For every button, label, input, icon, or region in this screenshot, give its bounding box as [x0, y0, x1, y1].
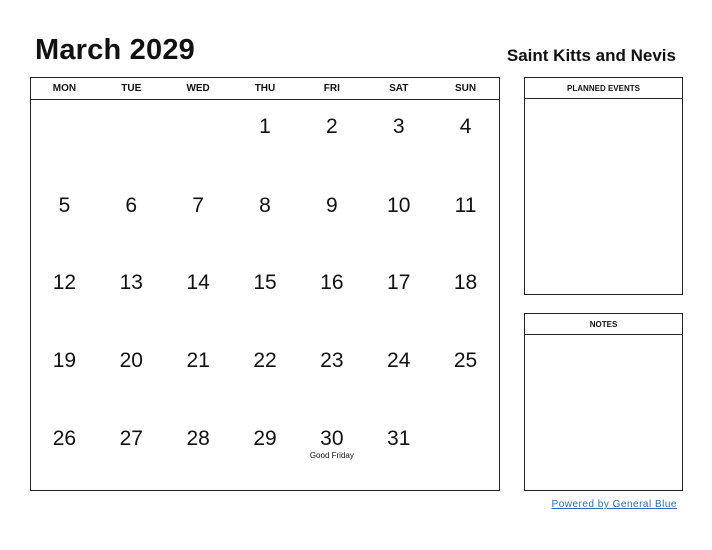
day-cell [232, 256, 299, 334]
day-number: 11 [454, 194, 477, 217]
day-number: 3 [392, 115, 405, 138]
day-cell [98, 256, 165, 334]
day-cell [432, 179, 499, 256]
day-cell [165, 100, 232, 179]
day-cell [165, 179, 232, 256]
holiday-label: Good Friday [309, 451, 354, 460]
day-number: 17 [387, 271, 411, 294]
day-cell [432, 412, 499, 490]
day-cell [98, 412, 165, 490]
day-cell [31, 100, 98, 179]
day-cell [365, 100, 432, 179]
day-cell [432, 100, 499, 179]
day-number: 29 [253, 427, 277, 450]
day-cell [232, 334, 299, 412]
day-cell [365, 334, 432, 412]
day-cell [232, 412, 299, 490]
day-number: 7 [192, 194, 204, 217]
day-number: 31 [387, 427, 411, 450]
weekday-mon: MON [52, 83, 77, 94]
day-number: 30 [320, 427, 344, 450]
day-number: 19 [52, 349, 77, 372]
day-number: 26 [52, 427, 77, 450]
day-number: 18 [453, 271, 478, 294]
month-title: March 2029 [35, 34, 195, 66]
planned-events-panel [524, 77, 683, 295]
day-cell [298, 179, 365, 256]
day-cell [165, 256, 232, 334]
day-cell [165, 334, 232, 412]
day-number: 15 [253, 271, 277, 294]
day-cell [98, 179, 165, 256]
day-cell [298, 100, 365, 179]
weekday-sun: SUN [455, 83, 477, 94]
day-cell [31, 179, 98, 256]
day-number: 8 [259, 194, 271, 217]
day-number: 12 [52, 271, 77, 294]
day-number: 20 [119, 349, 143, 372]
day-number: 21 [186, 349, 210, 372]
weekday-fri: FRI [323, 83, 340, 94]
weekday-tue: TUE [121, 83, 142, 94]
day-number: 13 [119, 271, 143, 294]
day-number: 4 [459, 115, 472, 138]
planned-events-heading: PLANNED EVENTS [525, 78, 682, 99]
day-cell [165, 412, 232, 490]
day-number: 1 [259, 115, 271, 138]
day-cell [31, 334, 98, 412]
day-cell [31, 256, 98, 334]
weekday-sat: SAT [389, 83, 409, 94]
day-cell [232, 179, 299, 256]
day-cell [365, 412, 432, 490]
day-number: 16 [320, 271, 344, 294]
day-number: 22 [253, 349, 277, 372]
calendar-days [31, 100, 499, 490]
day-cell [31, 412, 98, 490]
day-cell [298, 334, 365, 412]
day-number: 5 [58, 194, 71, 217]
weekday-thu: THU [254, 83, 276, 94]
day-number: 14 [186, 271, 210, 294]
day-number: 9 [326, 194, 338, 217]
day-cell [432, 334, 499, 412]
notes-heading: NOTES [525, 314, 682, 335]
calendar-grid [30, 77, 500, 491]
day-cell [365, 179, 432, 256]
day-cell [98, 334, 165, 412]
day-number: 28 [186, 427, 210, 450]
day-cell [298, 256, 365, 334]
day-number: 10 [387, 194, 411, 217]
day-cell [432, 256, 499, 334]
weekday-header [31, 78, 499, 100]
weekday-wed: WED [186, 83, 210, 94]
country-name: Saint Kitts and Nevis [506, 46, 676, 65]
day-cell [298, 412, 365, 490]
powered-by-link[interactable]: Powered by General Blue [551, 499, 677, 510]
day-cell [365, 256, 432, 334]
day-number: 23 [320, 349, 344, 372]
day-number: 6 [125, 194, 138, 217]
day-cell [98, 100, 165, 179]
day-number: 24 [387, 349, 411, 372]
day-number: 2 [326, 115, 338, 138]
day-number: 25 [453, 349, 478, 372]
day-number: 27 [119, 427, 143, 450]
day-cell [232, 100, 299, 179]
notes-panel [524, 313, 683, 491]
